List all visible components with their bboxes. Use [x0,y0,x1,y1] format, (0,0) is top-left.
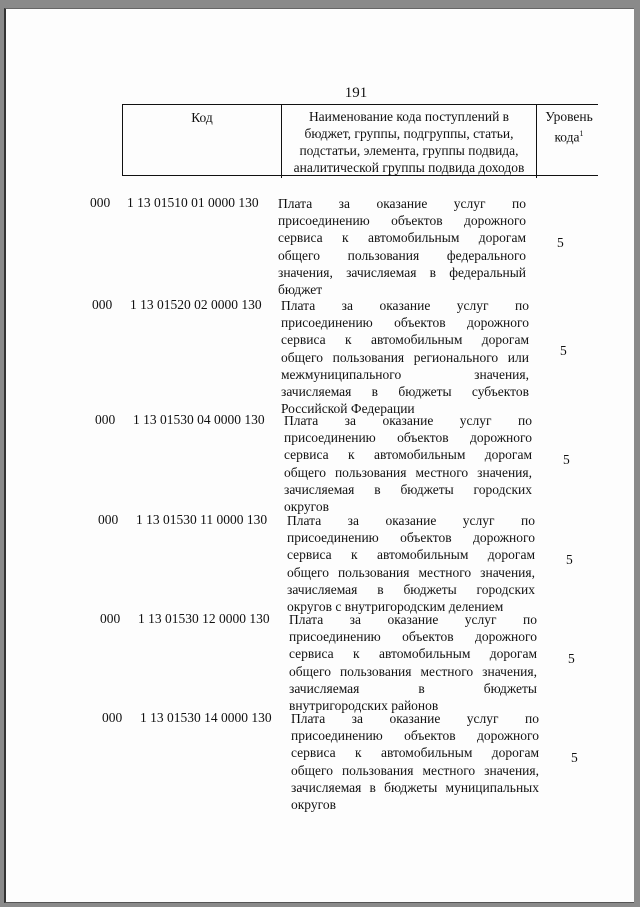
page-number: 191 [344,85,368,101]
description-line: зачисляемая в бюджеты городских [284,481,532,497]
description-line: сервиса к автомобильным дорогам [291,745,539,761]
description-line: зачисляемая в бюджеты [289,680,537,696]
admin-code: 000 [90,195,111,210]
code-level: 5 [566,552,573,567]
description-line: округов [284,499,329,515]
description-line: Плата за оказание услуг по [284,413,532,428]
code-level: 5 [560,343,567,358]
description-line: присоединению объектов дорожного [281,315,529,331]
header-name-line: аналитической группы подвида доходов [293,160,525,175]
admin-code: 000 [95,412,116,427]
revenue-code: 1 13 01530 04 0000 130 [133,412,265,427]
revenue-description [281,297,529,417]
description-line: зачисляемая в бюджеты городских [287,581,535,597]
code-level: 5 [568,651,575,666]
description-line: Плата за оказание услуг по [291,711,539,726]
footnote-marker: 1 [579,129,584,138]
document-page [4,8,634,903]
revenue-description [287,512,535,615]
admin-code: 000 [100,611,121,626]
code-level: 5 [563,452,570,467]
revenue-description [284,412,532,515]
header-level-line2: кода [554,129,580,145]
description-line: Плата за оказание услуг по [278,196,526,211]
header-level-line1: Уровень [545,109,593,124]
description-line: Плата за оказание услуг по [289,612,537,627]
revenue-code: 1 13 01510 01 0000 130 [127,195,259,210]
description-line: общего пользования местного значения, [284,464,532,480]
description-line: сервиса к автомобильным дорогам [284,447,532,463]
description-line: внутригородских районов [289,698,439,714]
description-line: Плата за оказание услуг по [287,513,535,528]
revenue-description [278,195,526,298]
description-line: присоединению объектов дорожного [278,213,526,229]
header-name-line: подстатьи, элемента, группы подвида, [299,143,519,158]
revenue-description [291,710,539,813]
code-level: 5 [571,750,578,765]
header-name-line: бюджет, группы, подгруппы, статьи, [304,126,514,141]
table-header [122,104,598,176]
description-line: сервиса к автомобильным дорогам [287,547,535,563]
header-level [535,105,603,178]
description-line: межмуниципального значения, [281,366,529,382]
description-line: сервиса к автомобильным дорогам [289,646,537,662]
description-line: общего пользования местного значения, [287,564,535,580]
revenue-description [289,611,537,714]
description-line: зачисляемая в бюджеты субъектов [281,384,529,400]
description-line: сервиса к автомобильным дорогам [278,230,526,246]
description-line: значения, зачисляемая в федеральный [278,264,526,280]
description-line: присоединению объектов дорожного [284,430,532,446]
admin-code: 000 [102,710,123,725]
revenue-code: 1 13 01520 02 0000 130 [130,297,262,312]
header-name [281,105,537,178]
header-code: Код [191,110,213,125]
code-level: 5 [557,235,564,250]
description-line: Российской Федерации [281,401,415,417]
header-name-line: Наименование кода поступлений в [308,109,510,124]
admin-code: 000 [92,297,113,312]
description-line: общего пользования федерального [278,247,526,263]
description-line: присоединению объектов дорожного [287,530,535,546]
description-line: округов с внутригородским делением [287,599,504,615]
description-line: присоединению объектов дорожного [291,728,539,744]
description-line: округов [291,797,336,813]
revenue-code: 1 13 01530 12 0000 130 [138,611,270,626]
description-line: Плата за оказание услуг по [281,298,529,313]
description-line: общего пользования регионального или [281,349,529,365]
description-line: бюджет [278,282,323,298]
description-line: сервиса к автомобильным дорогам [281,332,529,348]
revenue-code: 1 13 01530 11 0000 130 [136,512,268,527]
description-line: общего пользования местного значения, [289,663,537,679]
description-line: присоединению объектов дорожного [289,629,537,645]
description-line: общего пользования местного значения, [291,762,539,778]
admin-code: 000 [98,512,119,527]
description-line: зачисляемая в бюджеты муниципальных [291,779,539,795]
revenue-code: 1 13 01530 14 0000 130 [140,710,272,725]
